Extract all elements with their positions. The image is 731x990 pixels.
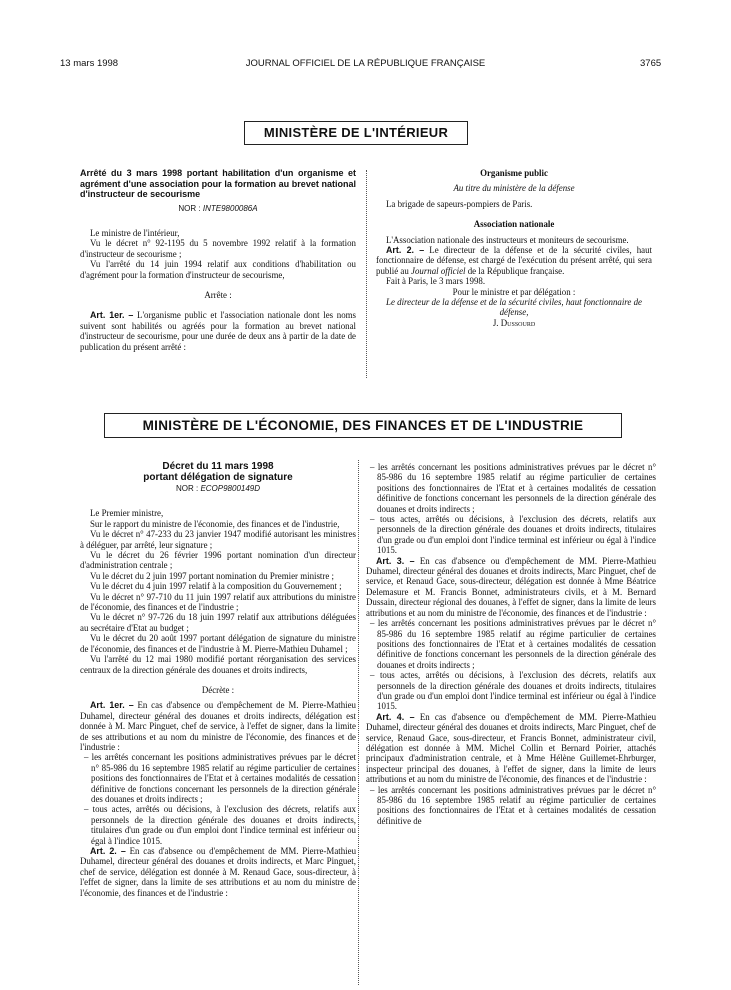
article-text: Le directeur de la défense et de la sécurité civiles, haut fonctionnaire de défense, est chargé de l'exécution du présent arrêté, qui sera publié au — [376, 245, 653, 276]
journal-officiel-ref: Journal officiel — [411, 265, 466, 276]
header-page-number: 3765 — [640, 58, 662, 69]
nor-code: ECOP9800149D — [200, 484, 261, 493]
article-1 — [80, 310, 356, 352]
nor-code: INTE9800086A — [202, 203, 258, 213]
list-item: – tous actes, arrêtés ou décisions, à l'exclusion des décrets, relatifs aux personnels de la direction générale des douanes et droits indirects, titulaires d'un grade ou d'un emploi dont l'indice terminal est inférieur ou égal à l'indice 1015. — [84, 804, 356, 846]
article-text: En cas d'absence ou d'empêchement de MM. Pierre-Mathieu Duhamel, directeur général des douanes et droits indirects, Marc Pinguet, chef de service, Renaud Gace, sous-directeur, et Francis Bonnet, administrateur civil, délégation est donnée à MM. Michel Collin et Bernard Poirier, attachés principaux d'administration centrale, et à Mme Hélène Guillemet-Ehrburger, inspecteur principal des douanes, à l'effet de signer, dans la limite de leurs attributions et au nom du ministre de l'économie, des finances et de l'industrie : — [366, 711, 657, 785]
signature-role: Le directeur de la défense et de la sécurité civiles, haut fonctionnaire de défense, — [386, 297, 642, 318]
article-label: Art. 1er. – — [90, 310, 134, 321]
list-item: – tous actes, arrêtés ou décisions, à l'exclusion des décrets, relatifs aux personnels de la direction générale des douanes et droits indirects, titulaires d'un grade ou d'un emploi dont l'indice terminal est inférieur ou égal à l'indice 1015. — [370, 670, 656, 712]
article-label: Art. 3. – — [376, 555, 415, 566]
paragraph: Sur le rapport du ministre de l'économie, des finances et de l'industrie, — [90, 518, 340, 529]
paragraph: Vu le décret n° 47-233 du 23 janvier 1947 modifié autorisant les ministres à déléguer, par arrêté, leur signature ; — [80, 529, 356, 550]
paragraph: Vu le décret du 2 juin 1997 portant nomination du Premier ministre ; — [90, 570, 334, 581]
list-item: – tous actes, arrêtés ou décisions, à l'exclusion des décrets, relatifs aux personnels de la direction générale des douanes et droits indirects, titulaires d'un grade ou d'un emploi dont l'indice terminal est inférieur ou égal à l'indice 1015. — [370, 514, 656, 556]
article-2 — [80, 846, 356, 898]
paragraph: Le Premier ministre, — [90, 508, 164, 519]
paragraph: Vu l'arrêté du 12 mai 1980 modifié portant réorganisation des services centraux de la direction générale des douanes et droits indirects, — [80, 654, 356, 675]
article-label: Art. 4. – — [376, 711, 415, 722]
arrete-column-left — [80, 168, 356, 352]
org-text: La brigade de sapeurs-pompiers de Paris. — [386, 198, 533, 209]
header-journal-title: JOURNAL OFFICIEL DE LA RÉPUBLIQUE FRANÇAISE — [245, 58, 486, 69]
list-item: – les arrêtés concernant les positions administratives prévues par le décret n° 85-986 du 16 septembre 1985 relatif au régime particulier de certaines positions des fonctionnaires de l'Etat et à certaines modalités de cessation définitive de fonctions concernant les personnels de la direction générale des douanes et droits indirects ; — [370, 618, 656, 670]
article-label: Art. 1er. – — [90, 700, 134, 711]
decret-column-right — [366, 462, 656, 826]
nor-label: NOR : — [175, 484, 199, 493]
paragraph: Vu le décret n° 92-1195 du 5 novembre 1992 relatif à la formation d'instructeur de secourisme ; — [80, 238, 356, 259]
org-heading: Organisme public — [480, 168, 548, 178]
decret-column-left — [80, 462, 356, 898]
article-text: En cas d'absence ou d'empêchement de MM. Pierre-Mathieu Duhamel, directeur général des douanes et droits indirects, Marc Pinguet, chef de service, et Renaud Gace, sous-directeur, délégation est donnée à Mme Béatrice Delemasure et M. Francis Bonnet, administrateurs civils, et à M. Bernard Dussain, directeur régional des douanes, à l'effet de signer, dans la limite de leurs attributions et au nom du ministre de l'économie, des finances et de l'industrie : — [366, 555, 657, 618]
list-item: – les arrêtés concernant les positions administratives prévues par le décret n° 85-986 du 16 septembre 1985 relatif au régime particulier de certaines positions des fonctionnaires de l'Etat et à certaines modalités de cessation définitive de fonctions concernant les personnels de la direction générale des douanes et droits indirects ; — [84, 752, 356, 804]
paragraph: Vu le décret n° 97-726 du 18 juin 1997 relatif aux attributions déléguées au secrétaire d'Etat au budget ; — [80, 612, 356, 633]
paragraph: Vu le décret du 26 février 1996 portant nomination d'un directeur d'administration centrale ; — [80, 550, 356, 571]
article-text: En cas d'absence ou d'empêchement de M. Pierre-Mathieu Duhamel, directeur général des douanes et droits indirects, délégation est donnée à M. Marc Pinguet, chef de service, à l'effet de signer, dans la limite de ses attributions et au nom du ministre de l'économie, des finances et de l'industrie : — [80, 700, 356, 752]
article-text: de la République française. — [465, 265, 565, 276]
article-4 — [366, 712, 656, 785]
assoc-text: L'Association nationale des instructeurs et moniteurs de secourisme. — [386, 234, 629, 245]
paragraph: Vu l'arrêté du 14 juin 1994 relatif aux conditions d'habilitation ou d'agrément pour la formation d'instructeur de secourisme, — [80, 259, 356, 280]
assoc-heading: Association nationale — [473, 219, 555, 230]
arrete-heading: Arrête : — [204, 289, 232, 300]
article-text: L'organisme public et l'association nationale dont les noms suivent sont habilités ou agréés pour la formation au brevet national d'instructeur de secourisme, pour une durée de deux ans à partir de la date de publication du présent arrêté : — [80, 310, 357, 352]
list-item: – les arrêtés concernant les positions administratives prévues par le décret n° 85-986 du 16 septembre 1985 relatif au régime particulier de certaines positions des fonctionnaires de l'Etat et à certaines modalités de cessation définitive de fonctions concernant les personnels de la direction générale des douanes et droits indirects ; — [370, 462, 656, 514]
arrete-nor — [80, 204, 356, 214]
decret-title-line1: Décret du 11 mars 1998 — [162, 461, 274, 472]
decrete-heading: Décrète : — [201, 684, 235, 695]
paragraph: Vu le décret n° 97-710 du 11 juin 1997 relatif aux attributions du ministre de l'économie, des finances et de l'industrie ; — [80, 591, 356, 613]
list-item: – les arrêtés concernant les positions administratives prévues par le décret n° 85-986 du 16 septembre 1985 relatif au régime particulier de certaines positions des fonctionnaires de l'Etat et à certaines modalités de cessation définitive de — [370, 784, 656, 826]
article-text: En cas d'absence ou d'empêchement de MM. Pierre-Mathieu Duhamel, directeur général des douanes et droits indirects, et Marc Pinguet, chef de service, délégation est donnée à M. Renaud Gace, sous-directeur, à l'effet de signer, dans la limite de ses attributions et au nom du ministre de l'économie, des finances et de l'industrie : — [80, 846, 357, 898]
article-label: Art. 2. – — [90, 846, 126, 856]
ministry-banner-economie: MINISTÈRE DE L'ÉCONOMIE, DES FINANCES ET DE L'INDUSTRIE — [104, 413, 622, 438]
article-label: Art. 2. – — [386, 245, 425, 256]
arrete-title: Arrêté du 3 mars 1998 portant habilitation d'un organisme et agrément d'une association pour la formation au brevet national d'instructeur de secourisme — [80, 168, 356, 199]
article-1 — [80, 700, 356, 752]
header-date: 13 mars 1998 — [60, 58, 119, 69]
org-subtitle: Au titre du ministère de la défense — [453, 183, 575, 194]
column-divider — [366, 170, 367, 378]
signature-name: J. Dussourd — [492, 317, 536, 328]
signature-for: Pour le ministre et par délégation : — [452, 286, 576, 297]
decret-title-line2: portant délégation de signature — [143, 471, 293, 483]
ministry-banner-interieur: MINISTÈRE DE L'INTÉRIEUR — [244, 121, 468, 145]
article-2 — [376, 245, 652, 276]
paragraph: Le ministre de l'intérieur, — [90, 227, 180, 238]
decret-nor — [80, 484, 356, 494]
arrete-column-right — [376, 168, 652, 328]
paragraph: Vu le décret du 4 juin 1997 relatif à la composition du Gouvernement ; — [90, 581, 342, 592]
nor-label: NOR : — [178, 203, 201, 213]
column-divider — [358, 460, 359, 985]
paragraph: Vu le décret du 20 août 1997 portant délégation de signature du ministre de l'économie, des finances et de l'industrie à M. Pierre-Mathieu Duhamel ; — [80, 633, 356, 654]
done-at: Fait à Paris, le 3 mars 1998. — [386, 276, 486, 287]
article-3 — [366, 556, 656, 618]
